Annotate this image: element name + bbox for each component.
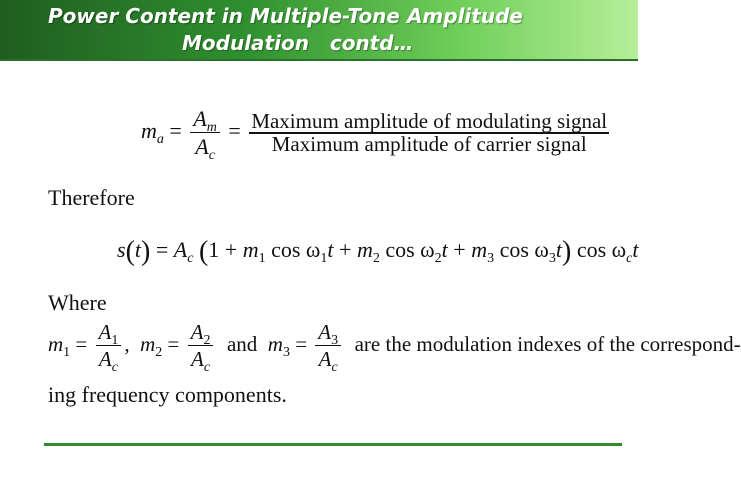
ratio-denominator: Maximum amplitude of carrier signal	[271, 132, 587, 156]
index-description-continuation: ing frequency components.	[48, 382, 287, 407]
ratio-numerator: Maximum amplitude of modulating signal	[251, 109, 608, 133]
a2-over-ac-fraction: $\frac{A_2}{A_c}$	[188, 322, 214, 370]
slide-title-line-2: Modulation contd…	[182, 31, 414, 55]
footer-divider	[44, 443, 622, 446]
a1-over-ac-fraction: $\frac{A_1}{A_c}$	[96, 322, 122, 370]
am-over-ac-fraction: $\frac{A_m}{A_c}$	[190, 108, 220, 158]
tone-index-definitions: $m_1$ = $\frac{A_1}{A_c}$ , $m_2$ = $\frac{A_2}{A_c}$ and $m_3$ = $\frac{A_3}{A_c}$ are the modulation indexes of the correspond-	[48, 320, 741, 375]
slide-title-line-1: Power Content in Multiple-Tone Amplitude	[48, 4, 523, 28]
title-banner	[0, 0, 638, 60]
where-label: Where	[48, 290, 107, 315]
amplitude-ratio-fraction	[249, 111, 609, 155]
and-word: and	[226, 331, 258, 356]
modulation-index-definition: $m_a$ = $\frac{A_m}{A_c}$ = $\frac{\text{Maximum amplitude of modulating signal}}{\text{Maximum amplitude of carrier signal}}$	[141, 106, 608, 163]
a3-over-ac-fraction: $\frac{A_3}{A_c}$	[315, 322, 341, 370]
signal-equation: $s(t) = A_c$ ($1 + m_1$ $\cos \omega_1t + m_2$ $\cos \omega_2t + m_3$ $\cos \omega_3t$) $\cos \omega_ct$	[117, 236, 639, 267]
header-divider	[0, 59, 638, 61]
index-description: are the modulation indexes of the correspond-	[354, 331, 741, 356]
therefore-label: Therefore	[48, 185, 135, 210]
